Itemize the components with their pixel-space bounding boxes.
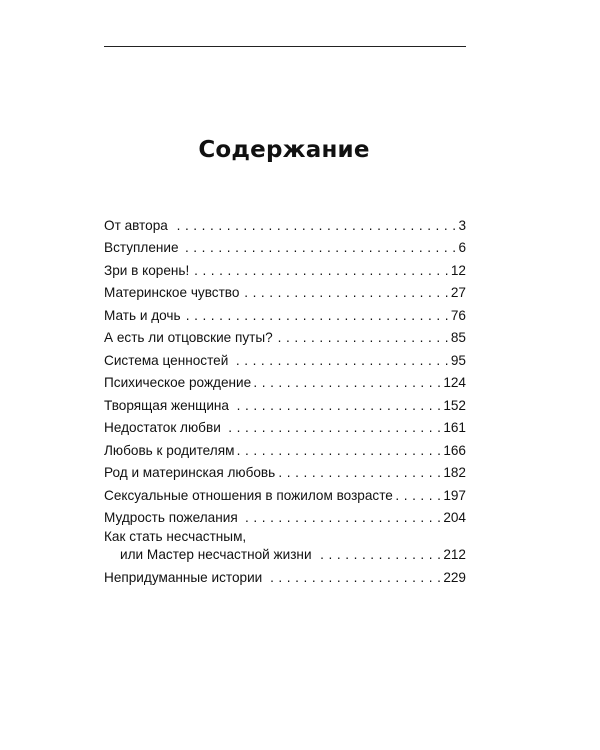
toc-entry-page: 152: [443, 397, 466, 413]
toc-entry: [104, 347, 466, 370]
toc-leader-dots: [241, 509, 442, 527]
toc-leader-dots: [184, 307, 449, 325]
toc-entry-label: Род и материнская любовь: [104, 465, 276, 480]
toc-entry: [104, 482, 466, 505]
toc-entry-page: 204: [443, 510, 466, 525]
toc-entry-page: 12: [450, 262, 466, 278]
toc-entry-page: 95: [450, 352, 466, 368]
toc-leader-dots: [232, 397, 441, 415]
toc-entry-page: 3: [458, 217, 466, 233]
toc-entry-page: 229: [443, 569, 466, 585]
toc-leader-dots: [276, 329, 449, 347]
toc-entry-label: Зри в корень!: [104, 262, 190, 278]
toc-leader-dots: [396, 487, 441, 505]
table-of-contents: [104, 212, 466, 587]
toc-entry-label: От автора: [104, 217, 168, 233]
toc-entry-label-line2: или Мастер несчастной жизни: [120, 547, 312, 562]
toc-leader-dots: [278, 464, 441, 482]
toc-entry: [104, 460, 466, 483]
toc-leader-dots: [182, 239, 457, 257]
toc-entry-page: 212: [443, 547, 466, 562]
toc-entry: [104, 325, 466, 348]
toc-entry: [104, 370, 466, 393]
toc-entry: [104, 280, 466, 303]
top-rule: [104, 46, 466, 47]
page-title: Содержание: [198, 137, 370, 164]
toc-entry-page: 76: [450, 307, 466, 323]
toc-entry-page: 161: [443, 420, 466, 435]
toc-entry: [104, 505, 466, 528]
toc-entry-label: Психическое рождение: [104, 375, 252, 390]
toc-entry-page: 6: [458, 240, 466, 255]
toc-entry-page: 197: [443, 487, 466, 503]
toc-entry-label: Сексуальные отношения в пожилом возрасте: [104, 487, 393, 503]
toc-leader-dots: [242, 284, 448, 302]
toc-entry-label-block: [104, 528, 312, 564]
toc-entry: [104, 415, 466, 438]
toc-entry-label: А есть ли отцовские путы?: [104, 330, 273, 345]
toc-entry: [104, 392, 466, 415]
toc-entry-label: Мудрость пожелания: [104, 510, 238, 525]
toc-entry: [104, 235, 466, 258]
toc-entry-label: Любовь к родителям: [104, 442, 235, 458]
toc-entry-label: Мать и дочь: [104, 307, 181, 323]
toc-entry: [104, 257, 466, 280]
toc-entry-page: 124: [443, 375, 466, 390]
toc-entry: [104, 437, 466, 460]
toc-entry: [104, 564, 466, 587]
toc-leader-dots: [231, 352, 449, 370]
toc-leader-dots: [224, 419, 442, 437]
toc-leader-dots: [171, 217, 457, 235]
toc-leader-dots: [265, 569, 441, 587]
toc-entry-label: Непридуманные истории: [104, 569, 263, 585]
toc-entry-page: 85: [450, 330, 466, 345]
toc-entry: [104, 527, 466, 564]
toc-entry: [104, 212, 466, 235]
toc-entry-label: Материнское чувство: [104, 285, 240, 300]
toc-entry-label: Система ценностей: [104, 352, 229, 368]
toc-leader-dots: [254, 374, 441, 392]
toc-leader-dots: [192, 262, 449, 280]
toc-entry-page: 182: [443, 465, 466, 480]
toc-entry-page: 166: [443, 442, 466, 458]
toc-leader-dots: [315, 546, 442, 564]
toc-entry-label: Вступление: [104, 240, 179, 255]
toc-entry-label: Недостаток любви: [104, 420, 221, 435]
toc-leader-dots: [237, 442, 441, 460]
toc-entry: [104, 302, 466, 325]
toc-entry-label: Как стать несчастным,: [104, 529, 247, 544]
toc-entry-label: Творящая женщина: [104, 397, 229, 413]
toc-entry-page: 27: [450, 285, 466, 300]
